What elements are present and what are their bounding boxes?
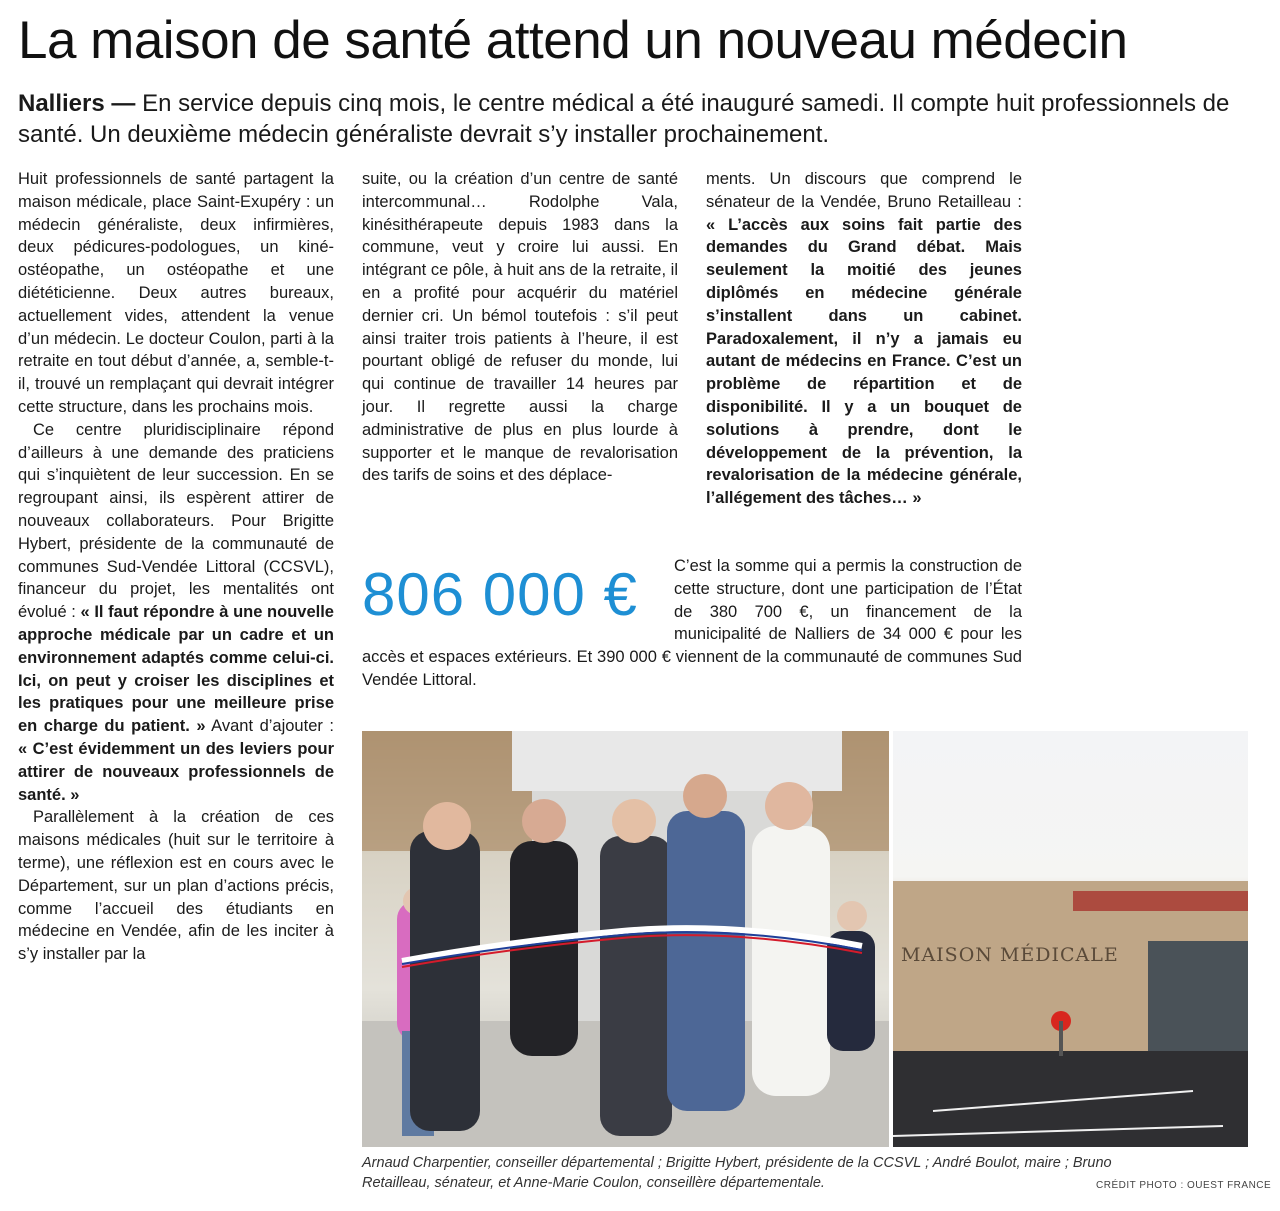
column3-paragraph: [706, 168, 1022, 510]
inauguration-illustration: [362, 731, 889, 1147]
quote-hybert-1: « Il faut répondre à une nouvelle approche médicale par un cadre et un environnement adaptés comme celui-ci. Ici, on peut y croiser les disciplines et les pratiques pour une meilleure prise en charge du patient. »: [18, 603, 334, 736]
column3-text: ments. Un discours que comprend le sénateur de la Vendée, Bruno Retailleau :: [706, 170, 1022, 211]
column1-paragraph-3: Parallèlement à la création de ces maisons médicales (huit sur le territoire à terme), une réflexion est en cours avec le Département, sur un plan d’actions précis, comme l’accueil des étudiants en médecine en Vendée, afin de les inciter à s’y installer par la: [18, 808, 334, 964]
photo-credit: CRÉDIT PHOTO : OUEST FRANCE: [1096, 1180, 1272, 1191]
standfirst-place: Nalliers —: [18, 90, 143, 117]
key-figure-text: C’est la somme qui a permis la construction de cette structure, dont une participation de l’État de 380 700 €, un financement de la municipalité de Nalliers de 34 000 € pour les accès et espaces extérieurs. Et 390 000 € viennent de la communauté de communes Sud Vendée Littoral.: [362, 557, 1022, 689]
standfirst-text: En service depuis cinq mois, le centre médical a été inauguré samedi. Il compte huit professionnels de santé. Un deuxième médecin généraliste devrait s’y installer prochainement.: [18, 90, 1230, 148]
column1-paragraph-1: Huit professionnels de santé partagent la maison médicale, place Saint-Exupéry : un médecin généraliste, deux infirmières, deux pédicures-podologues, un kiné-ostéopathe, un ostéopathe et une diététicienne. Deux autres bureaux, actuellement vides, attendent la venue d’un médecin. Le docteur Coulon, parti à la retraite en tout début d’année, a, semble-t-il, trouvé un remplaçant qui devrait intégrer cette structure, dans les prochains mois.: [18, 170, 334, 416]
article-column-2: [362, 168, 678, 487]
quote-hybert-2: « C’est évidemment un des leviers pour attirer de nouveaux professionnels de santé. »: [18, 739, 334, 804]
article-column-1: [18, 168, 334, 966]
building-sign: MAISON MÉDICALE: [901, 944, 1119, 966]
column1-paragraph-2: [18, 419, 334, 807]
standfirst: [18, 88, 1248, 150]
column1-paragraph-2-text-b: Avant d’ajouter :: [205, 717, 334, 736]
building-illustration: [893, 731, 1248, 1147]
photo-caption: Arnaud Charpentier, conseiller départemental ; Brigitte Hybert, présidente de la CCSVL ; André Boulot, maire ; Bruno Retailleau, sénateur, et Anne-Marie Coulon, conseillère départementale.: [362, 1155, 1112, 1191]
column2-paragraph: suite, ou la création d’un centre de santé intercommunal… Rodolphe Vala, kinésithérapeute depuis 1983 dans la commune, veut y croire lui aussi. En intégrant ce pôle, à huit ans de la retraite, il en a profité pour acquérir du matériel dernier cri. Un bémol toutefois : s’il peut ainsi traiter trois patients à l’heure, il est pourtant obligé de refuser du monde, lui qui continue de travailler 14 heures par jour. Il regrette aussi la charge administrative de plus en plus lourde à supporter et le manque de revalorisation des tarifs de soins et des déplace-: [362, 170, 678, 485]
photo-building: [893, 731, 1248, 1147]
headline: La maison de santé attend un nouveau médecin: [18, 11, 1128, 70]
column1-paragraph-2-text-a: Ce centre pluridisciplinaire répond d’ailleurs à une demande des praticiens qui s’inquiètent de leur succession. En se regroupant ainsi, ils espèrent attirer de nouveaux collaborateurs. Pour Brigitte Hybert, présidente de la communauté de communes Sud-Vendée Littoral (CCSVL), financeur du projet, les mentalités ont évolué :: [18, 420, 334, 622]
photo-inauguration: [362, 731, 889, 1147]
key-figure-number: 806 000 €: [362, 561, 638, 628]
article-column-3: [706, 168, 1022, 510]
key-figure-block: [362, 555, 1042, 695]
quote-retailleau: « L’accès aux soins fait partie des demandes du Grand débat. Mais seulement la moitié des jeunes diplômés en médecine générale s’installent dans un cabinet. Paradoxalement, il n’y a jamais eu autant de médecins en France. C’est un problème de répartition et de disponibilité. Il y a un bouquet de solutions à prendre, dont le développement de la prévention, la revalorisation de la médecine générale, l’allégement des tâches… »: [706, 215, 1022, 508]
